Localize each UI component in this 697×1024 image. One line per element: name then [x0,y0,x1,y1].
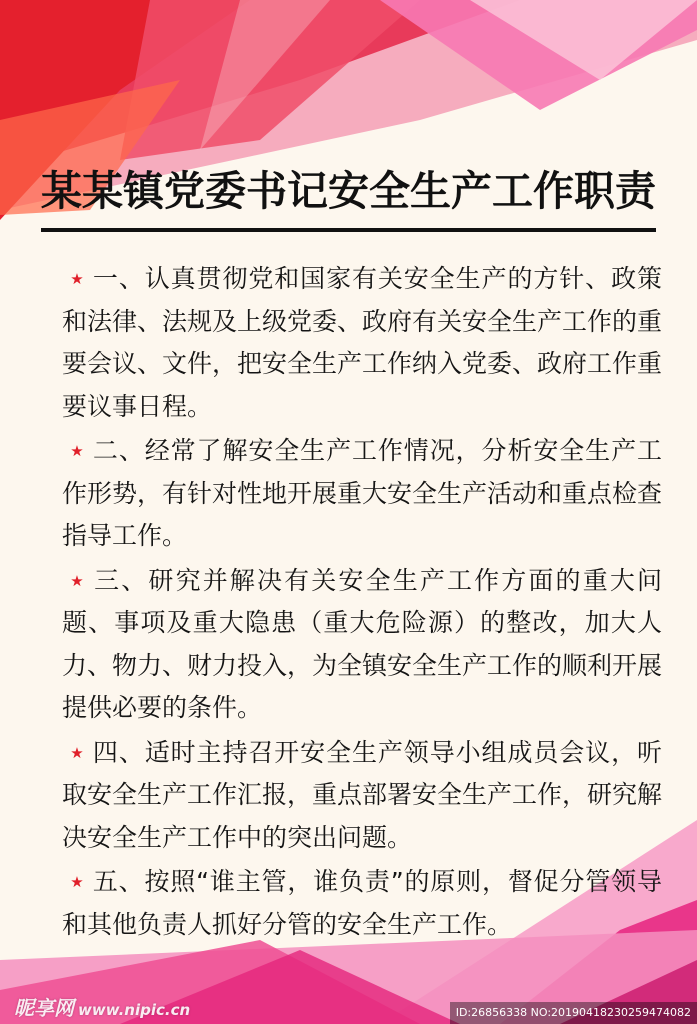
duty-item-3 [62,560,662,730]
duty-item-1 [62,258,662,428]
star-icon: ★ [70,571,84,590]
watermark-brand: 昵享网 [14,996,74,1020]
duty-text: 四、适时主持召开安全生产领导小组成员会议，听取安全生产工作汇报，重点部署安全生产工作，研究解决安全生产工作中的突出问题。 [62,737,663,852]
duty-item-4 [62,732,662,860]
page-title: 某某镇党委书记安全生产工作职责 [41,160,656,232]
watermark-site: www.nipic.cn [78,1001,191,1019]
duty-text: 一、认真贯彻党和国家有关安全生产的方针、政策和法律、法规及上级党委、政府有关安全生产工作的重要会议、文件，把安全生产工作纳入党委、政府工作重要议事日程。 [62,264,663,421]
watermark-logo [14,992,190,1021]
duty-item-2 [62,430,662,558]
title-block [0,160,697,232]
duty-item-5 [62,861,662,946]
star-icon: ★ [70,442,84,460]
duty-text: 五、按照“谁主管，谁负责”的原则，督促分管领导和其他负责人抓好分管的安全生产工作。 [62,867,662,939]
duty-text: 二、经常了解安全生产工作情况，分析安全生产工作形势，有针对性地开展重大安全生产活动和重点检查指导工作。 [62,436,663,550]
duty-list [62,258,662,948]
image-id-strip: ID:26856338 NO:20190418230259474082 [450,1002,697,1024]
duty-text: 三、研究并解决有关安全生产工作方面的重大问题、事项及重大隐患（重大危险源）的整改，加大人力、物力、财力投入，为全镇安全生产工作的顺利开展提供必要的条件。 [62,565,663,722]
star-icon: ★ [70,873,84,891]
star-icon: ★ [70,743,84,762]
star-icon: ★ [70,270,84,288]
